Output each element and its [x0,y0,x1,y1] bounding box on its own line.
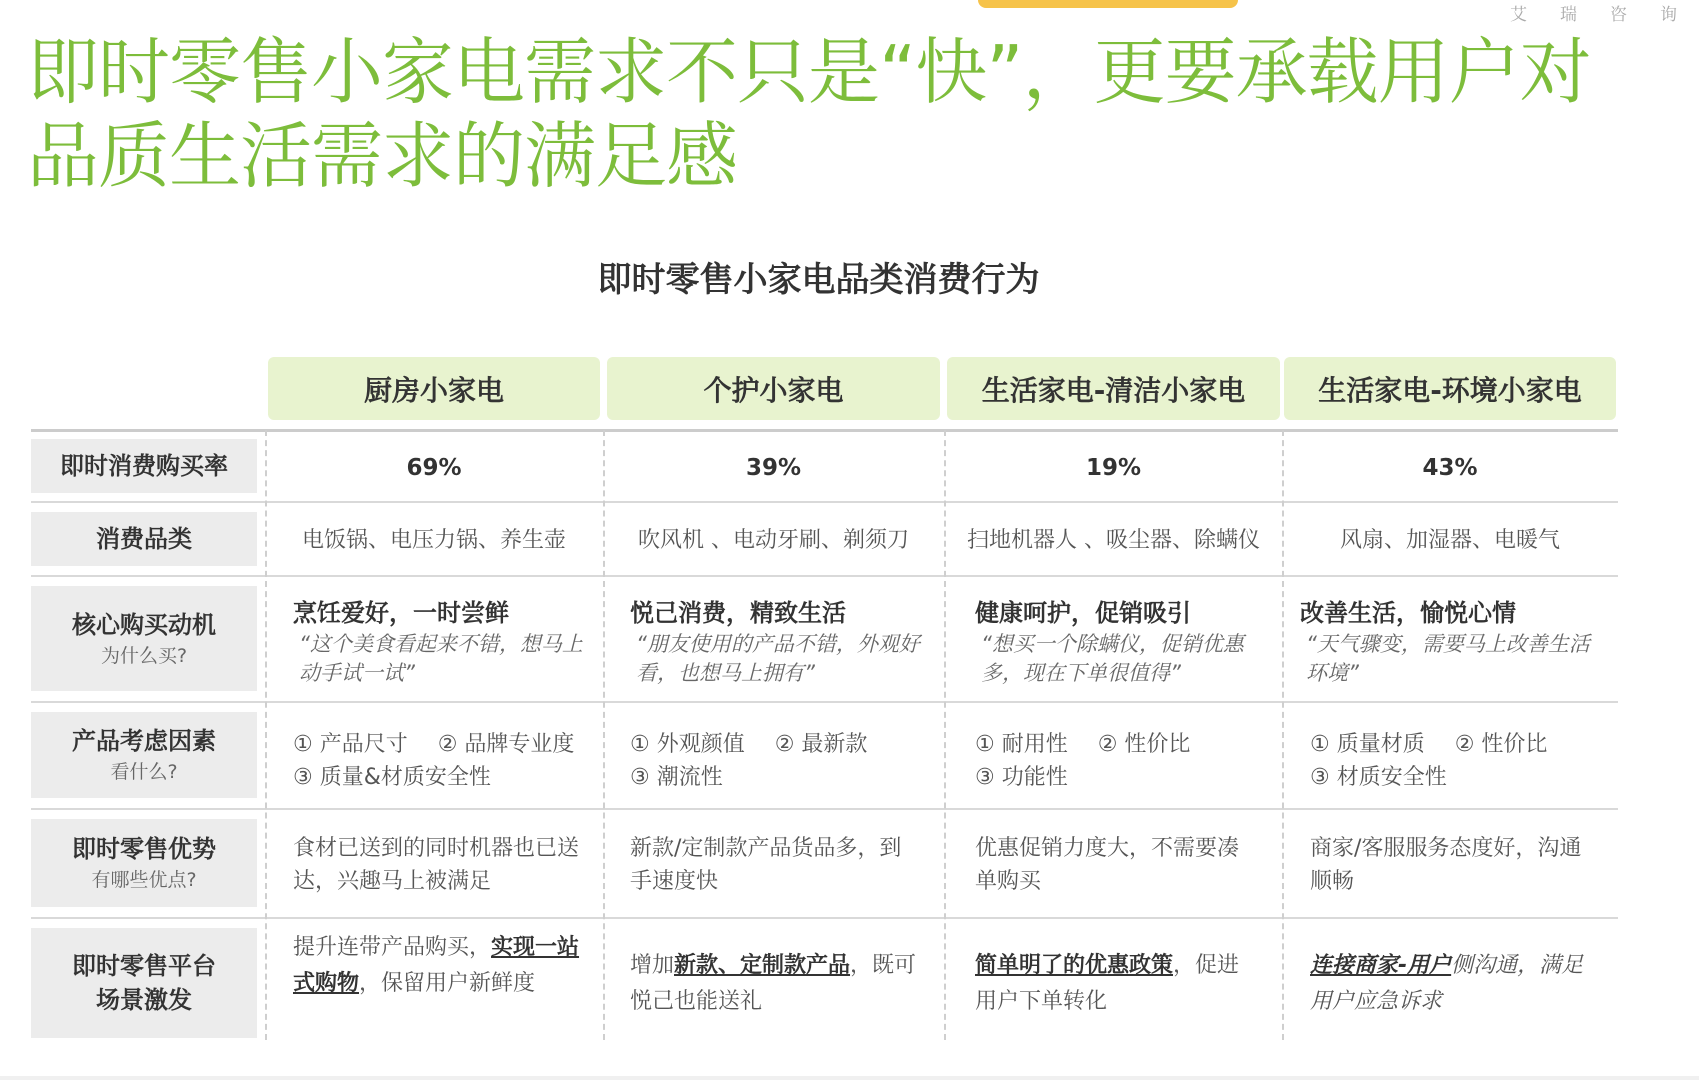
motive-head: 烹饪爱好，一时尝鲜 [293,599,509,627]
factor-item: ② 性价比 [1097,732,1191,757]
factors-cell [630,728,928,794]
scenario-cell [975,948,1260,1020]
row-label-text: 核心购买动机 [72,610,216,639]
page-bottom-border [0,1076,1699,1080]
row-label-sub: 看什么? [110,761,178,783]
scenario-emphasis: 新款、定制款产品 [674,953,851,978]
row-label-advantage [31,819,257,907]
column-header-personal-care: 个护小家电 [607,357,940,420]
scenario-text: ，促进用户下单转化 [975,953,1240,1014]
column-divider [603,430,605,1040]
factor-item: ③ 潮流性 [630,765,723,790]
column-divider [944,430,946,1040]
factor-item: ① 耐用性 [975,732,1068,757]
motive-cell [975,596,1270,688]
rate-value: 39% [745,455,802,481]
row-label-text: 即时消费购买率 [60,452,228,480]
column-divider [265,430,267,1040]
scenario-text: ，既可悦己也能送礼 [630,953,917,1014]
scenario-cell [1310,948,1600,1020]
factor-item: ③ 质量&材质安全性 [293,765,491,790]
row-label-scenario [31,928,257,1038]
motive-cell [630,596,928,688]
factor-item: ③ 材质安全性 [1310,765,1447,790]
column-header-environment: 生活家电-环境小家电 [1284,357,1616,420]
factor-item: ① 外观颜值 [630,732,745,757]
factors-cell [293,728,593,794]
row-label-text: 场景激发 [96,986,192,1014]
scenario-cell [293,930,583,1002]
category-value: 电饭锅、电压力锅、养生壶 [301,528,566,553]
scenario-text: 侧沟通，满足用户应急诉求 [1310,953,1584,1014]
row-divider [31,429,1618,432]
motive-quote: “天气骤变，需要马上改善生活环境” [1306,632,1590,685]
row-label-text: 即时零售平台 [72,952,216,980]
motive-cell [293,596,588,688]
row-label-text: 即时零售优势 [72,835,216,863]
category-value: 扫地机器人 、吸尘器、除螨仪 [967,528,1260,553]
column-header-cleaning: 生活家电-清洁小家电 [947,357,1280,420]
motive-quote: “想买一个除螨仪，促销优惠多，现在下单很值得” [981,632,1244,685]
category-value: 风扇、加湿器、电暖气 [1339,528,1560,553]
factor-item: ① 质量材质 [1310,732,1425,757]
rate-value: 43% [1422,455,1478,481]
factors-cell [1310,728,1600,794]
scenario-text: 增加 [630,953,675,978]
row-label-rate [31,439,257,493]
row-label-category [31,512,257,566]
motive-head: 悦己消费，精致生活 [630,599,846,627]
factor-item: ② 品牌专业度 [437,732,575,757]
rate-value: 19% [1085,455,1142,481]
row-label-sub: 有哪些优点? [91,869,197,891]
advantage-value: 新款/定制款产品货品多，到手速度快 [630,836,902,894]
page-title: 即时零售小家电需求不只是“快”，更要承载用户对品质生活需求的满足感 [27,30,1591,198]
scenario-cell [630,948,920,1020]
factor-item: ① 产品尺寸 [293,732,408,757]
row-divider [31,501,1618,503]
row-divider [31,701,1618,703]
motive-head: 改善生活，愉悦心情 [1300,599,1516,627]
brand-char: 咨 [1610,5,1627,25]
scenario-emphasis: 连接商家-用户 [1310,953,1452,978]
motive-quote: “朋友使用的产品不错，外观好看，也想马上拥有” [636,632,920,685]
row-label-motive [31,586,257,691]
scenario-text: ，保留用户新鲜度 [359,971,536,996]
motive-quote: “这个美食看起来不错，想马上动手试一试” [299,632,583,685]
column-header-kitchen: 厨房小家电 [268,357,600,420]
advantage-value: 优惠促销力度大，不需要凑单购买 [975,836,1240,894]
table-title: 即时零售小家电品类消费行为 [597,260,1040,300]
row-divider [31,575,1618,577]
scenario-emphasis: 简单明了的优惠政策 [975,953,1174,978]
scenario-text: 提升连带产品购买， [293,935,492,960]
factor-item: ② 最新款 [774,732,868,757]
factors-cell [975,728,1270,794]
motive-cell [1300,596,1595,688]
motive-head: 健康呵护，促销吸引 [975,599,1191,627]
row-divider [31,917,1618,919]
rate-value: 69% [406,455,462,481]
row-label-text: 产品考虑因素 [72,727,216,755]
factor-item: ③ 功能性 [975,765,1068,790]
scenario-emphasis: 实现一站式购物 [293,935,580,996]
column-divider [1282,430,1284,1040]
advantage-value: 食材已送到的同时机器也已送达，兴趣马上被满足 [293,836,580,894]
brand-char: 瑞 [1560,5,1577,25]
category-value: 吹风机 、电动牙刷、剃须刀 [638,528,909,553]
brand-char: 询 [1660,5,1677,25]
brand-text [1477,0,1677,25]
brand-char: 艾 [1510,5,1527,25]
row-label-factors [31,712,257,798]
advantage-value: 商家/客服服务态度好，沟通顺畅 [1310,836,1582,894]
row-label-text: 消费品类 [96,525,192,553]
row-label-sub: 为什么买? [100,644,188,667]
row-divider [31,808,1618,810]
brand-logo-bar [978,0,1238,8]
factor-item: ② 性价比 [1454,732,1548,757]
